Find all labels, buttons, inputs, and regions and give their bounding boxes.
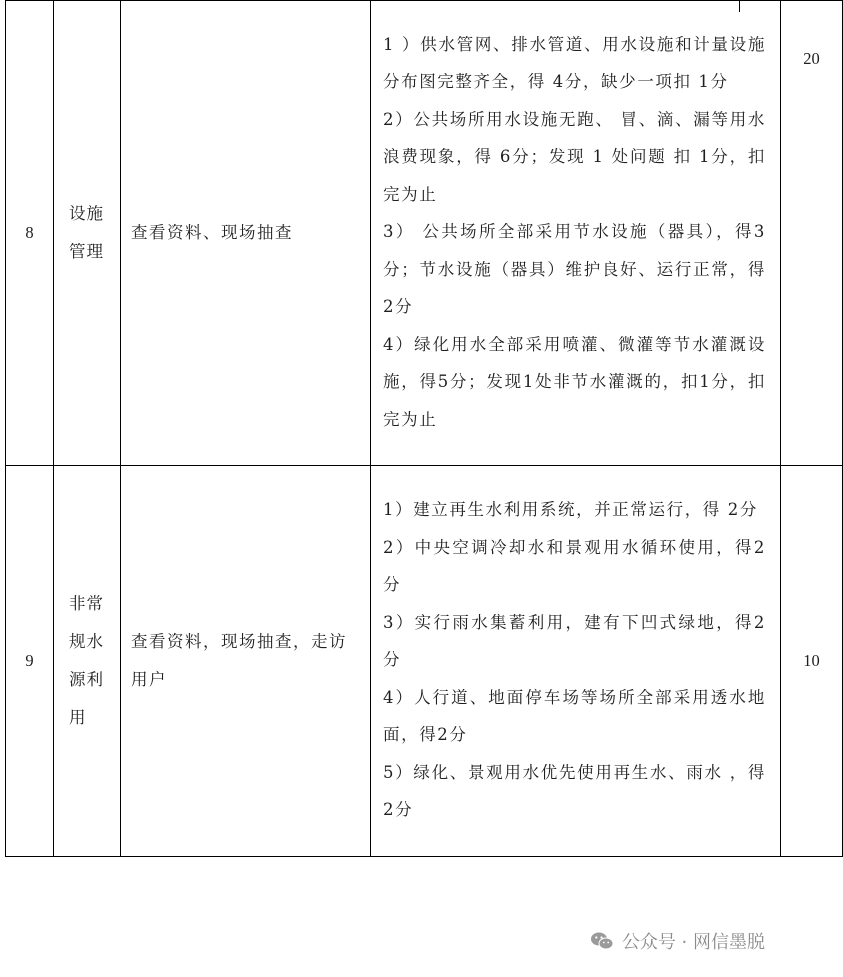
scoring-criteria: [371, 1, 781, 466]
item-name: 设施管理: [69, 204, 104, 261]
watermark: [590, 928, 765, 954]
check-method: 查看资料，现场抽查，走访用户: [121, 466, 371, 857]
score-table: [5, 0, 843, 857]
row-number: 8: [6, 1, 54, 466]
item-name: 非常规水源利用: [69, 594, 104, 727]
criteria-clause: 3）实行雨水集蓄利用，建有下凹式绿地，得2分: [383, 612, 766, 670]
criteria-clause: 4）人行道、地面停车场等场所全部采用透水地面，得2分: [383, 687, 766, 745]
criteria-clause: 1 ）供水管网、排水管道、用水设施和计量设施分布图完整齐全，得 4分，缺少一项扣 1分: [383, 34, 766, 92]
item-name-cell: [54, 1, 121, 466]
criteria-clause: 1）建立再生水利用系统，并正常运行，得 2分: [383, 500, 758, 520]
criteria-clause: 3） 公共场所全部采用节水设施（器具），得3分；节水设施（器具）维护良好、运行正常，得2分: [383, 222, 766, 317]
watermark-text: 公众号 · 网信墨脱: [621, 932, 765, 953]
table-row: [6, 1, 843, 466]
item-name-cell: [54, 466, 121, 857]
score-value: 10: [781, 466, 843, 857]
row-number: 9: [6, 466, 54, 857]
wechat-icon: [590, 931, 614, 951]
table-row: [6, 466, 843, 857]
score-value: 20: [781, 1, 843, 466]
scoring-criteria: [371, 466, 781, 857]
check-method: 查看资料、现场抽查: [121, 1, 371, 466]
criteria-clause: 2）公共场所用水设施无跑、 冒、滴、漏等用水浪费现象，得 6分；发现 1 处问题 扣 1分，扣完为止: [383, 109, 766, 204]
criteria-clause: 5）绿化、景观用水优先使用再生水、雨水 ，得2分: [383, 762, 766, 820]
criteria-clause: 4）绿化用水全部采用喷灌、微灌等节水灌溉设施，得5分；发现1处非节水灌溉的，扣1分，扣完为止: [383, 334, 766, 429]
criteria-clause: 2）中央空调冷却水和景观用水循环使用，得2分: [383, 537, 766, 595]
